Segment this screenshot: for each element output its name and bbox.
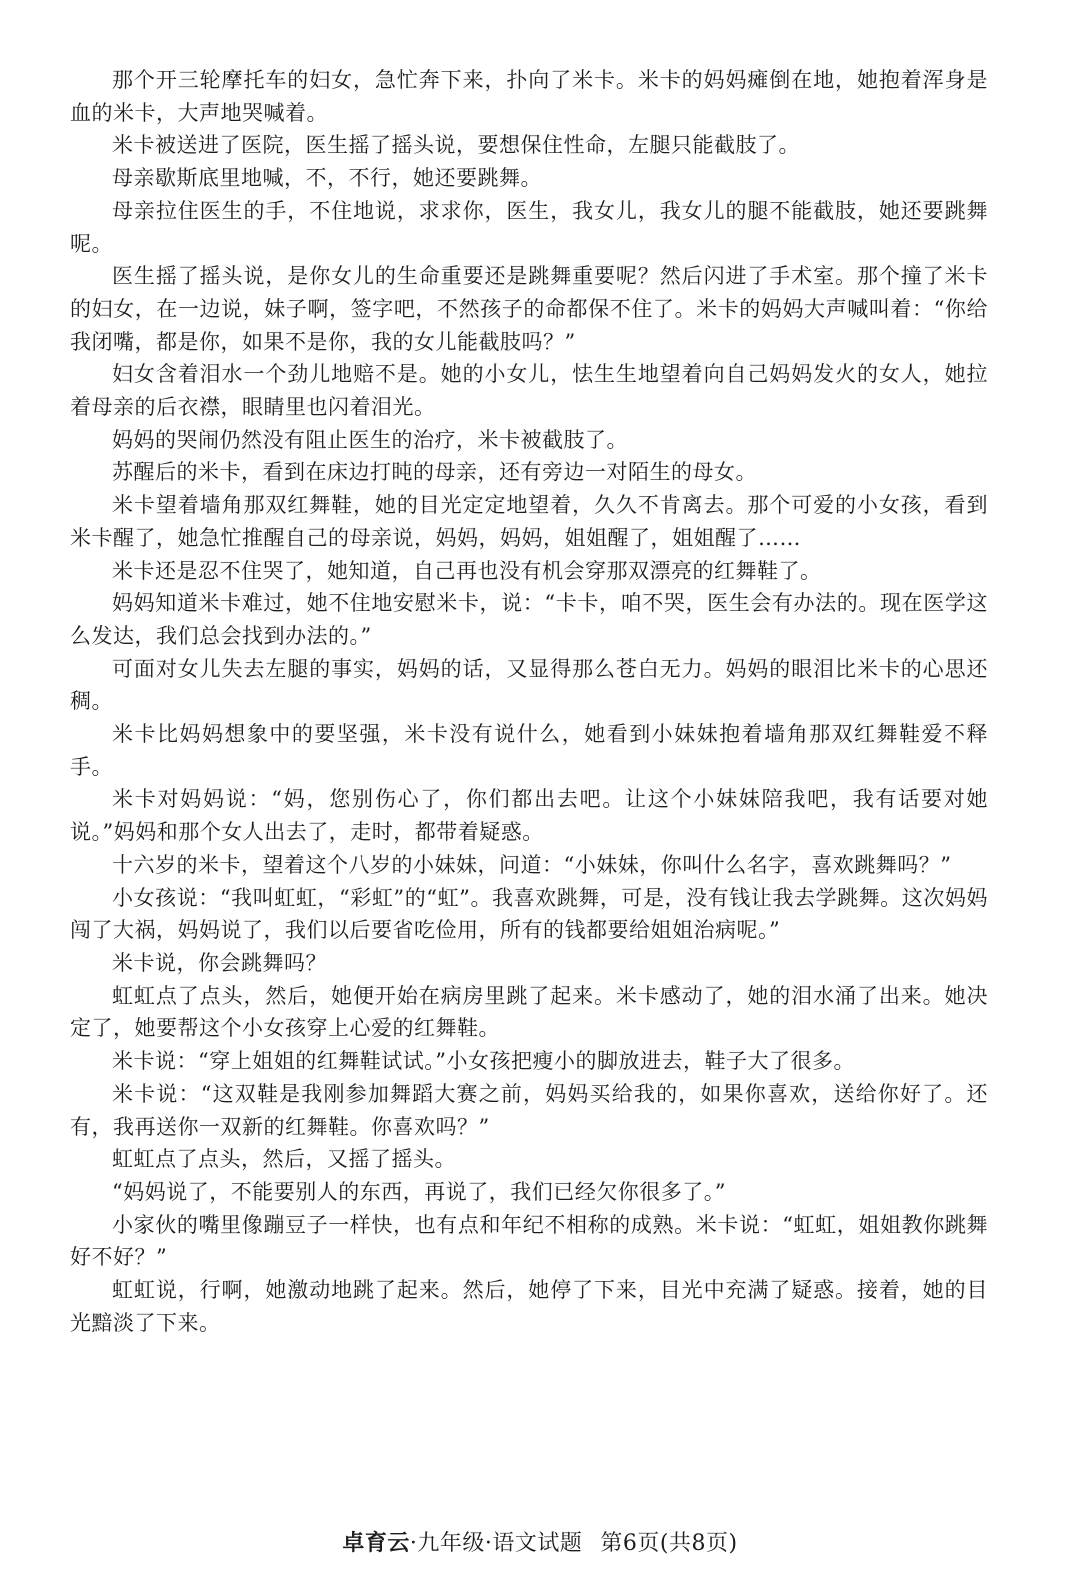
- paragraph: 米卡望着墙角那双红舞鞋，她的目光定定地望着，久久不肯离去。那个可爱的小女孩，看到米卡醒了，她急忙推醒自己的母亲说，妈妈，妈妈，姐姐醒了，姐姐醒了……: [70, 493, 988, 550]
- article-body: [70, 64, 988, 1339]
- paragraph: 母亲拉住医生的手，不住地说，求求你，医生，我女儿，我女儿的腿不能截肢，她还要跳舞呢。: [70, 198, 988, 256]
- paragraph: 妇女含着泪水一个劲儿地赔不是。她的小女儿，怯生生地望着向自己妈妈发火的女人，她拉着母亲的后衣襟，眼睛里也闪着泪光。: [70, 362, 988, 420]
- page-footer: [0, 1526, 1080, 1557]
- page-number: 第6页(共8页): [600, 1531, 738, 1556]
- paragraph: 苏醒后的米卡，看到在床边打盹的母亲，还有旁边一对陌生的母女。: [112, 460, 757, 485]
- paragraph: 虹虹说，行啊，她激动地跳了起来。然后，她停了下来，目光中充满了疑惑。接着，她的目光黯淡了下来。: [70, 1278, 988, 1335]
- paragraph: 虹虹点了点头，然后，又摇了摇头。: [112, 1147, 456, 1172]
- paragraph: 米卡说：“这双鞋是我刚参加舞蹈大赛之前，妈妈买给我的，如果你喜欢，送给你好了。还有，我再送你一双新的红舞鞋。你喜欢吗？”: [70, 1081, 988, 1139]
- paragraph: 米卡对妈妈说：“妈，您别伤心了，你们都出去吧。让这个小妹妹陪我吧，我有话要对她说。”妈妈和那个女人出去了，走时，都带着疑惑。: [70, 787, 988, 845]
- paragraph: 米卡说：“穿上姐姐的红舞鞋试试。”小女孩把瘦小的脚放进去，鞋子大了很多。: [112, 1049, 855, 1074]
- paragraph: 米卡被送进了医院，医生摇了摇头说，要想保住性命，左腿只能截肢了。: [112, 133, 800, 158]
- paragraph: 那个开三轮摩托车的妇女，急忙奔下来，扑向了米卡。米卡的妈妈瘫倒在地，她抱着浑身是血的米卡，大声地哭喊着。: [70, 68, 988, 125]
- paragraph: 妈妈知道米卡难过，她不住地安慰米卡，说：“卡卡，咱不哭，医生会有办法的。现在医学这么发达，我们总会找到办法的。”: [70, 591, 988, 648]
- footer-brand: 卓育云: [342, 1530, 410, 1556]
- footer-subtitle: ·九年级·语文试题: [409, 1531, 583, 1556]
- paragraph: 可面对女儿失去左腿的事实，妈妈的话，又显得那么苍白无力。妈妈的眼泪比米卡的心思还稠。: [70, 656, 988, 714]
- paragraph: 虹虹点了点头，然后，她便开始在病房里跳了起来。米卡感动了，她的泪水涌了出来。她决定了，她要帮这个小女孩穿上心爱的红舞鞋。: [70, 983, 988, 1041]
- paragraph: 医生摇了摇头说，是你女儿的生命重要还是跳舞重要呢？然后闪进了手术室。那个撞了米卡的妇女，在一边说，妹子啊，签字吧，不然孩子的命都保不住了。米卡的妈妈大声喊叫着：“你给我闭嘴，都是你，如果不是你，我的女儿能截肢吗？”: [70, 264, 988, 354]
- paragraph: 小家伙的嘴里像蹦豆子一样快，也有点和年纪不相称的成熟。米卡说：“虹虹，姐姐教你跳舞好不好？”: [70, 1212, 988, 1270]
- paragraph: 母亲歇斯底里地喊，不，不行，她还要跳舞。: [112, 166, 542, 191]
- paragraph: 米卡说，你会跳舞吗？: [112, 950, 327, 975]
- paragraph: 十六岁的米卡，望着这个八岁的小妹妹，问道：“小妹妹，你叫什么名字，喜欢跳舞吗？”: [112, 852, 952, 877]
- paragraph: 小女孩说：“我叫虹虹，“彩虹”的“虹”。我喜欢跳舞，可是，没有钱让我去学跳舞。这次妈妈闯了大祸，妈妈说了，我们以后要省吃俭用，所有的钱都要给姐姐治病呢。”: [70, 885, 988, 943]
- paragraph: “妈妈说了，不能要别人的东西，再说了，我们已经欠你很多了。”: [112, 1179, 726, 1204]
- paragraph: 妈妈的哭闹仍然没有阻止医生的治疗，米卡被截肢了。: [112, 427, 628, 452]
- paragraph: 米卡还是忍不住哭了，她知道，自己再也没有机会穿那双漂亮的红舞鞋了。: [112, 558, 822, 583]
- paragraph: 米卡比妈妈想象中的要坚强，米卡没有说什么，她看到小妹妹抱着墙角那双红舞鞋爱不释手。: [70, 722, 988, 779]
